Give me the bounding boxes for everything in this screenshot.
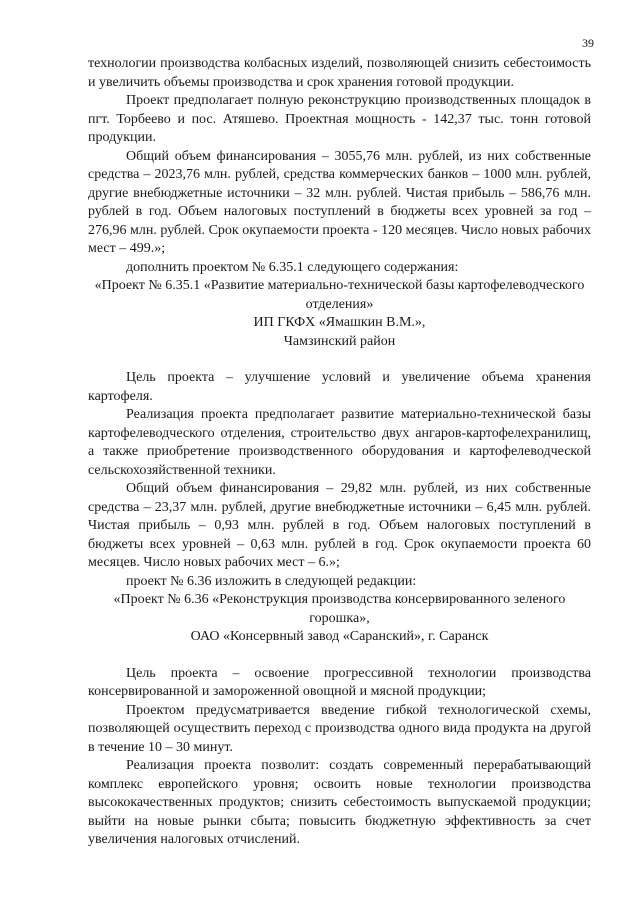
- document-body: [88, 55, 591, 850]
- paragraph-financing-2: Общий объем финансирования – 29,82 млн. рублей, из них собственные средства – 23,37 млн. рублей, другие внебюджетные источники – 6,45 млн. рублей. Чистая прибыль – 0,93 млн. рублей в год. Объем налоговых поступлений в бюджеты всех уровней – 0,63 млн. рублей в год. Срок окупаемости проекта 60 месяцев. Число новых рабочих мест – 6.»;: [88, 481, 591, 570]
- project-district: Чамзинский район: [283, 333, 396, 349]
- project-company: ИП ГКФХ «Ямашкин В.М.»,: [253, 315, 426, 330]
- paragraph-goal: Цель проекта – улучшение условий и увеличение объема хранения картофеля.: [88, 370, 591, 404]
- paragraph-project-scope: Проект предполагает полную реконструкцию производственных площадок в пгт. Торбеево и пос. Атяшево. Проектная мощность - 142,37 тыс. тонн готовой продукции.: [88, 93, 591, 145]
- paragraph-amendment-instruction-2: проект № 6.36 изложить в следующей редакции:: [126, 573, 417, 589]
- project-company-2: ОАО «Консервный завод «Саранский», г. Саранск: [190, 629, 489, 644]
- page-number: 39: [582, 36, 594, 50]
- paragraph-amendment-instruction: дополнить проектом № 6.35.1 следующего содержания:: [126, 259, 459, 275]
- paragraph-outcomes: Реализация проекта позволит: создать современный перерабатывающий комплекс европейского уровня; освоить новые технологии производства высококачественных продуктов; снизить себестоимость выпускаемой продукции; выйти на новые рынки сбыта; повысить бюджетную эффективность за счет увеличения налоговых отчислений.: [88, 758, 591, 847]
- paragraph-goal-2: Цель проекта – освоение прогрессивной технологии производства консервированной и замороженной овощной и мясной продукции;: [88, 665, 591, 699]
- project-title: «Проект № 6.35.1 «Развитие материально-технической базы картофелеводческого отделения»: [94, 278, 585, 312]
- paragraph-implementation: Реализация проекта предполагает развитие материально-технической базы картофелеводческого отделения, строительство двух ангаров-картофелехранилищ, а также приобретение производственного оборудования и картофелеводческой сельскохозяйственной техники.: [88, 407, 591, 478]
- paragraph-financing: Общий объем финансирования – 3055,76 млн. рублей, из них собственные средства – 2023,76 млн. рублей, средства коммерческих банков – 1000 млн. рублей, другие внебюджетные источники – 32 млн. рублей. Чистая прибыль – 586,76 млн. рублей в год. Объем налоговых поступлений в бюджеты всех уровней за год – 276,96 млн. рублей. Срок окупаемости проекта - 120 месяцев. Число новых рабочих мест – 499.»;: [88, 148, 591, 256]
- project-title-2: «Проект № 6.36 «Реконструкция производства консервированного зеленого горошка»,: [113, 592, 566, 626]
- paragraph-scheme: Проектом предусматривается введение гибкой технологической схемы, позволяющей осуществить переход с производства одного вида продукта на другой в течение 10 – 30 минут.: [88, 702, 591, 755]
- paragraph-continuation: технологии производства колбасных изделий, позволяющей снизить себестоимость и увеличить объемы производства и срок хранения готовой продукции.: [88, 56, 591, 90]
